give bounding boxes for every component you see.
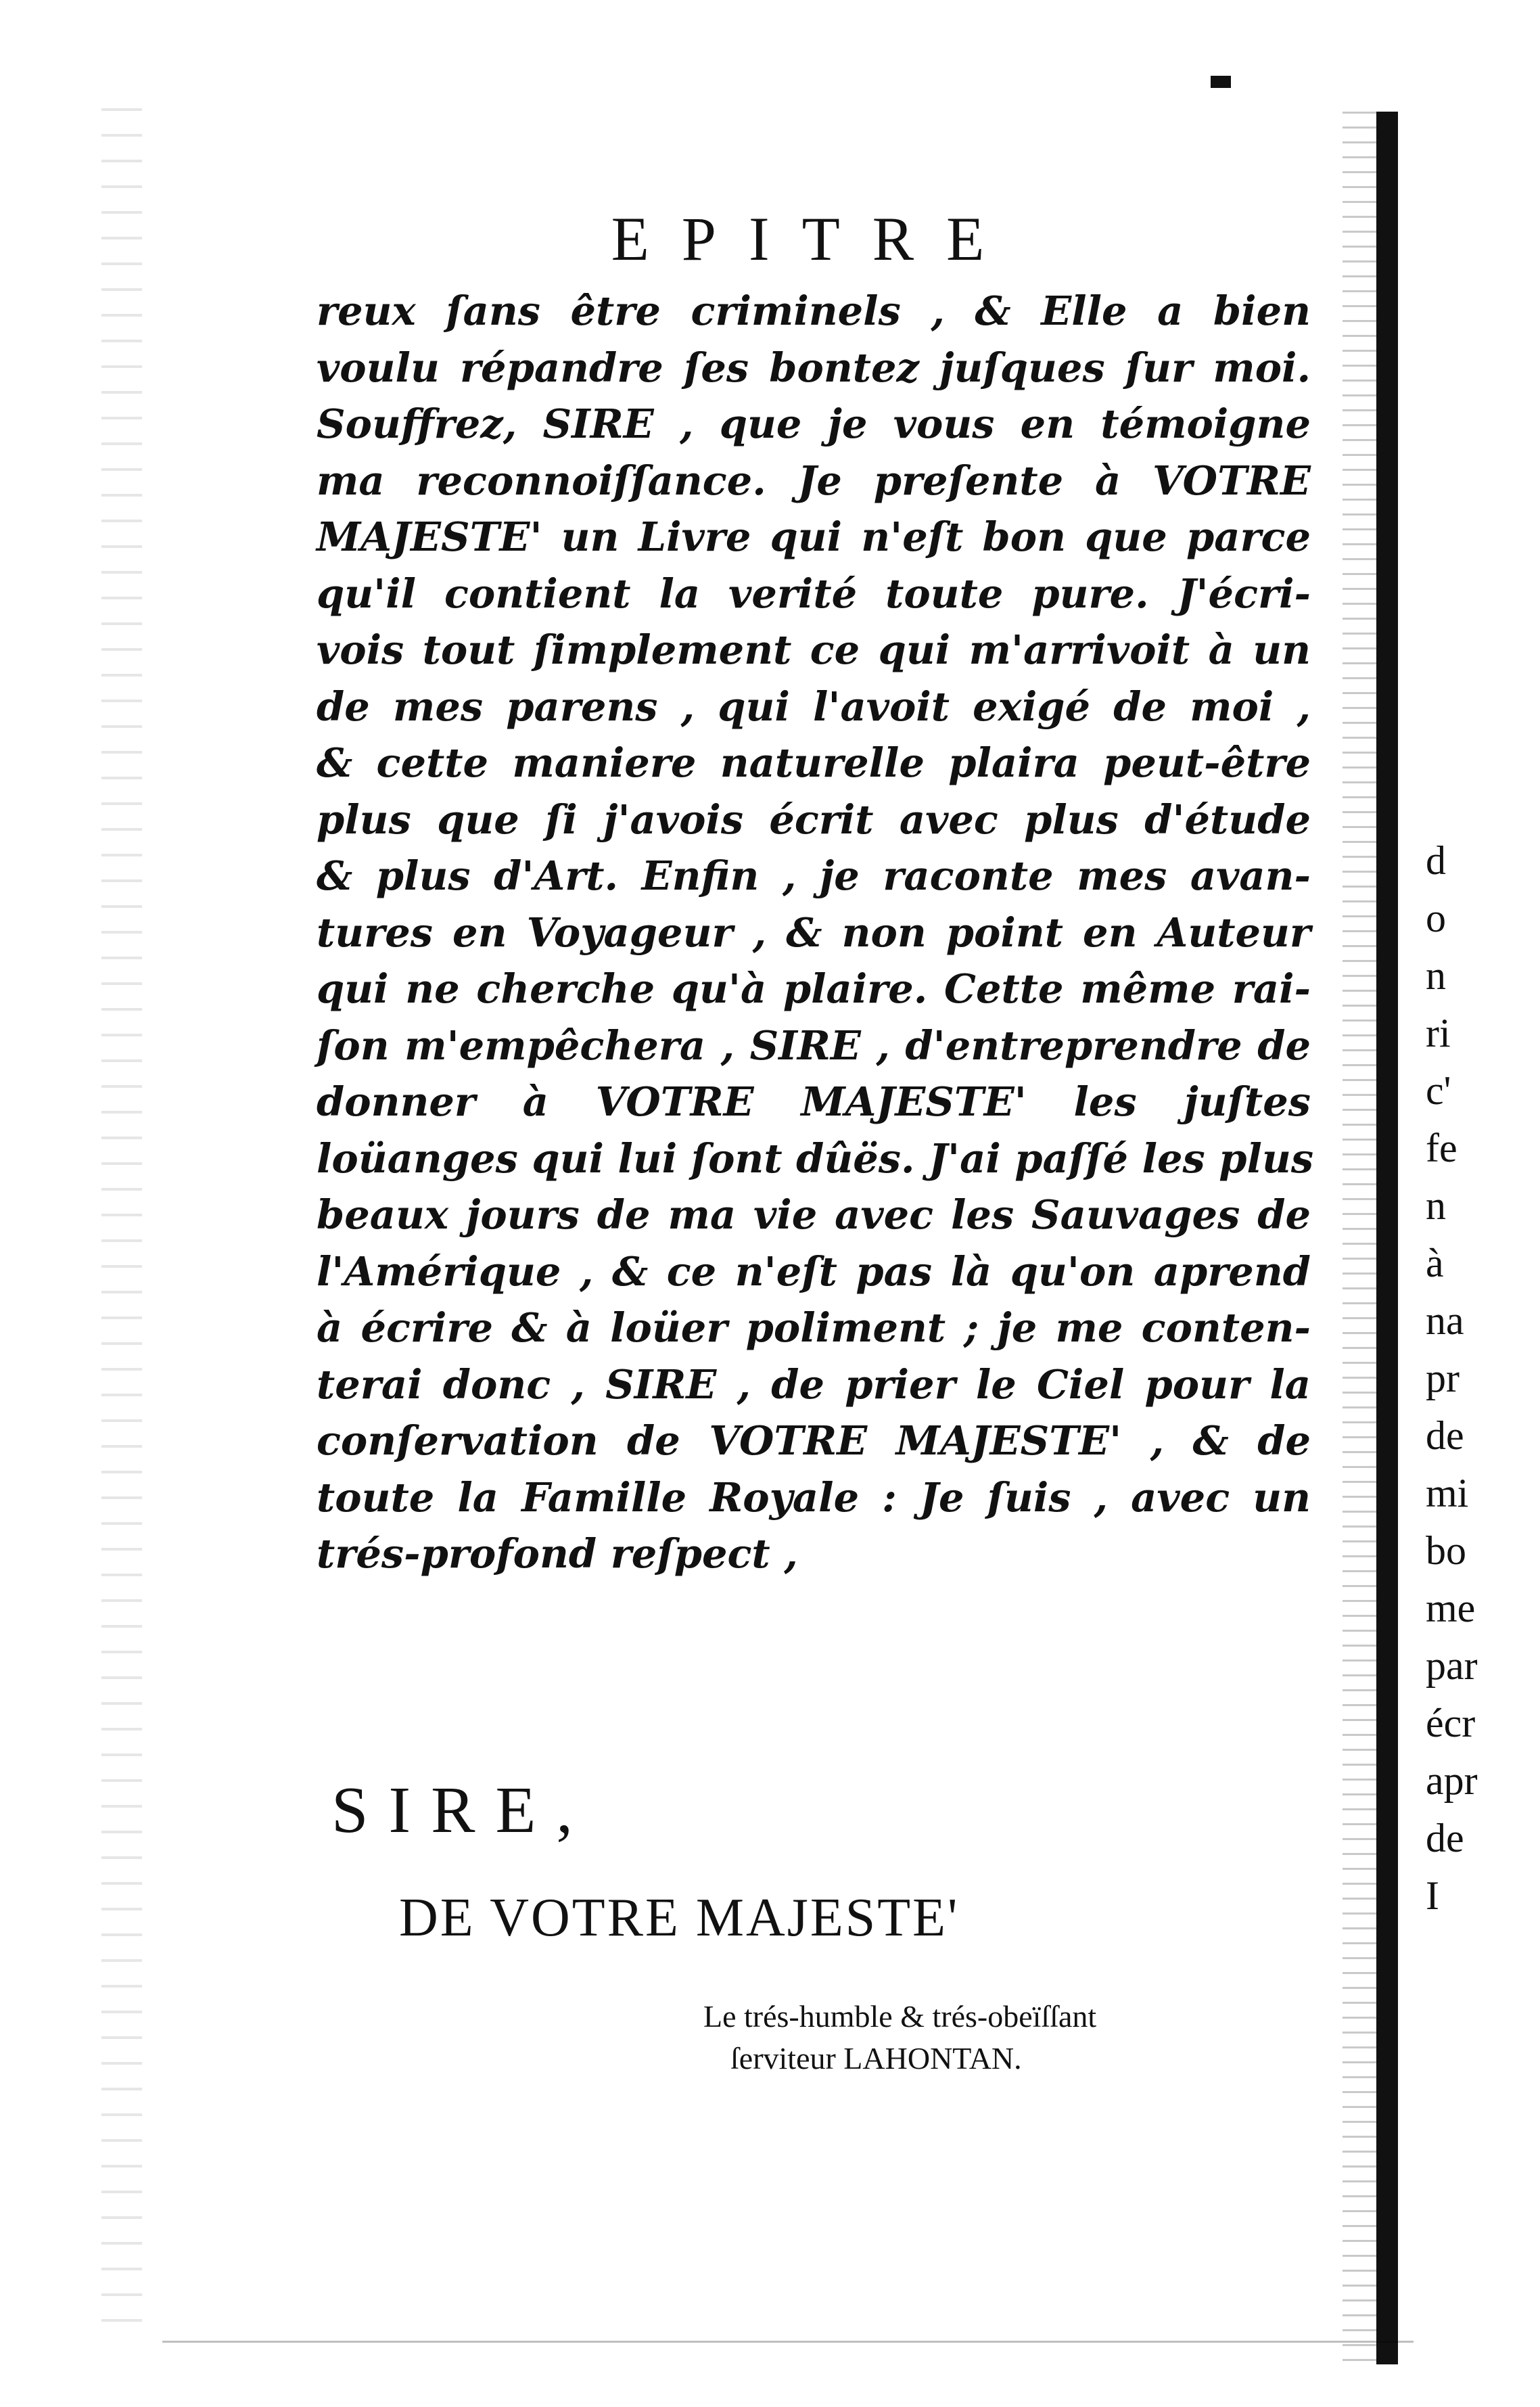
margin-fragment: I <box>1426 1873 1439 1918</box>
body-line: donner à VOTRE MAJESTE' les juſtes <box>317 1078 1311 1125</box>
body-line: terai donc , SIRE , de prier le Ciel pour la <box>317 1360 1311 1408</box>
margin-fragment: o <box>1426 896 1446 940</box>
margin-fragment: de <box>1426 1413 1464 1458</box>
salutation: SIRE, <box>331 1774 593 1847</box>
margin-fragment: ri <box>1426 1011 1451 1055</box>
margin-fragment: d <box>1426 838 1446 883</box>
margin-fragment: bo <box>1426 1528 1466 1573</box>
body-line: loüanges qui lui ſont dûës. J'ai paſſé les plus <box>317 1134 1314 1182</box>
bottom-edge <box>162 2341 1414 2343</box>
margin-fragment: par <box>1426 1643 1478 1688</box>
body-line: beaux jours de ma vie avec les Sauvages de <box>317 1191 1311 1238</box>
margin-fragment: c' <box>1426 1068 1451 1113</box>
margin-fragment: me <box>1426 1586 1476 1630</box>
margin-fragment: fe <box>1426 1126 1457 1170</box>
signature-block <box>703 1996 1312 2080</box>
margin-fragment: mi <box>1426 1471 1469 1515</box>
margin-fragment: pr <box>1426 1356 1460 1400</box>
body-line: ſon m'empêchera , SIRE , d'entreprendre de <box>317 1022 1311 1069</box>
body-line: l'Amérique , & ce n'eſt pas là qu'on aprend <box>317 1247 1311 1295</box>
body-line: & cette maniere naturelle plaira peut-être <box>317 739 1311 786</box>
body-line: trés-profond reſpect , <box>317 1530 798 1577</box>
body-line: conſervation de VOTRE MAJESTE' , & de <box>317 1417 1311 1464</box>
body-line: de mes parens , qui l'avoit exigé de moi , <box>317 683 1311 730</box>
margin-fragment: de <box>1426 1816 1464 1860</box>
body-line: MAJESTE' un Livre qui n'eſt bon que parce <box>317 513 1311 560</box>
body-line: vois tout ſimplement ce qui m'arrivoit à un <box>317 626 1311 673</box>
margin-fragment: na <box>1426 1298 1464 1343</box>
body-line: tures en Voyageur , & non point en Auteur <box>317 909 1311 956</box>
margin-fragment: à <box>1426 1241 1444 1285</box>
closing-formula: DE VOTRE MAJESTE' <box>399 1888 960 1948</box>
body-line: toute la Famille Royale : Je ſuis , avec un <box>317 1473 1311 1521</box>
margin-fragment: écr <box>1426 1701 1476 1745</box>
gutter-shadow <box>1343 112 1376 2364</box>
body-line: reux ſans être criminels , & Elle a bien <box>317 288 1311 334</box>
body-line: plus que ſi j'avois écrit avec plus d'étude <box>317 796 1311 843</box>
signature-line-2: ſerviteur LAHONTAN. <box>730 2041 1022 2076</box>
margin-fragment: n <box>1426 953 1446 998</box>
body-line: à écrire & à loüer poliment ; je me conten- <box>317 1304 1311 1351</box>
page-left-edge-bleed <box>101 108 142 2341</box>
body-line: Souffrez, SIRE , que je vous en témoigne <box>317 400 1311 447</box>
binding-gutter <box>1376 112 1398 2364</box>
body-line: ma reconnoiſſance. Je preſente à VOTRE <box>317 457 1311 504</box>
running-head: EPITRE <box>611 204 1017 273</box>
body-line: voulu répandre ſes bontez juſques ſur moi. <box>317 344 1311 391</box>
signature-line-1: Le trés-humble & trés-obeïſſant <box>703 1999 1097 2034</box>
body-line: & plus d'Art. Enfin , je raconte mes avan- <box>317 852 1311 899</box>
ink-speck <box>1211 76 1231 88</box>
body-line: qui ne cherche qu'à plaire. Cette même rai- <box>317 965 1311 1012</box>
margin-fragment: n <box>1426 1183 1446 1228</box>
body-line: qu'il contient la verité toute pure. J'écri- <box>317 570 1311 617</box>
margin-fragment: apr <box>1426 1758 1478 1803</box>
dedication-body <box>317 283 1314 1582</box>
facing-page-fragments <box>1426 832 1540 1925</box>
